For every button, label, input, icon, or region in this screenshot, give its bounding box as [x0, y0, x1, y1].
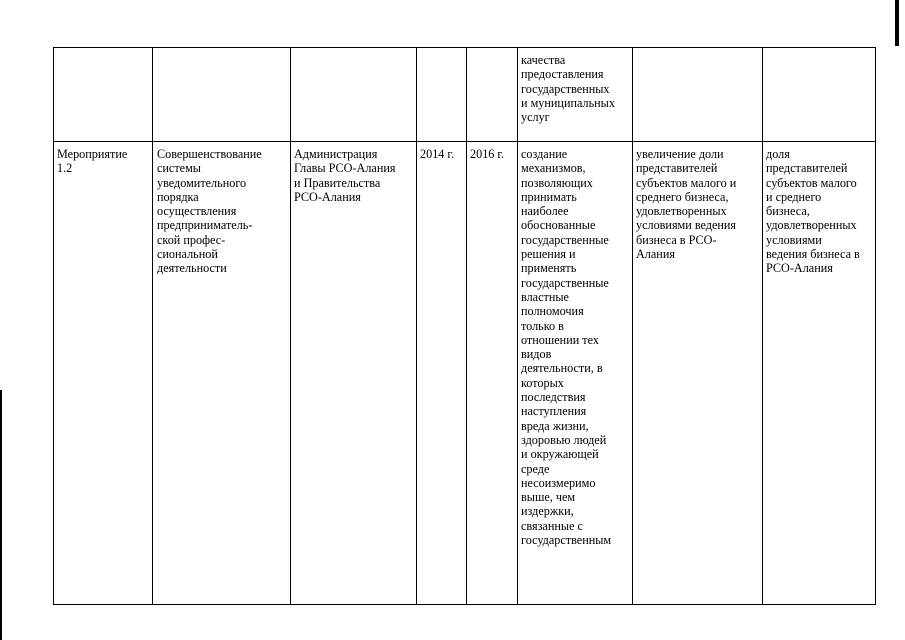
table-cell-end-year: 2016 г.	[470, 147, 505, 161]
table-cell-goal-continued: качества предоставления государственных и муниципальных услуг	[521, 53, 615, 125]
table-border-right	[875, 47, 876, 605]
table-column-divider	[762, 47, 763, 605]
table-column-divider	[517, 47, 518, 605]
table-border-top	[53, 47, 876, 48]
table-cell-measure-number: Мероприятие 1.2	[57, 147, 128, 176]
table-cell-executor: Администрация Главы РСО-Алания и Правительства РСО-Алания	[294, 147, 396, 204]
table-row-divider	[53, 141, 876, 142]
table-cell-measure-name: Совершенствование системы уведомительного порядка осуществления предприниматель- ской профес- сиональной деятельности	[157, 147, 262, 276]
table-cell-expected-result: увеличение доли представителей субъектов малого и среднего бизнеса, удовлетворенных условиями ведения бизнеса в РСО- Алания	[636, 147, 737, 262]
table-border-left	[53, 47, 54, 605]
table-column-divider	[632, 47, 633, 605]
table-cell-goal: создание механизмов, позволяющих принимать наиболее обоснованные государственные решения и применять государственные властные полномочия только в отношении тех видов деятельности, в которых последствия наступления вреда жизни, здоровью людей и окружающей среде несоизмеримо выше, чем издержки, связанные с государственным	[521, 147, 612, 548]
table-column-divider	[290, 47, 291, 605]
table-border-bottom	[53, 604, 876, 605]
scan-edge-mark	[0, 390, 2, 640]
table-cell-start-year: 2014 г.	[420, 147, 455, 161]
program-measures-table	[53, 47, 876, 605]
table-column-divider	[416, 47, 417, 605]
table-column-divider	[466, 47, 467, 605]
scan-edge-mark	[895, 0, 899, 46]
table-column-divider	[152, 47, 153, 605]
table-cell-indicator: доля представителей субъектов малого и среднего бизнеса, удовлетворенных условиями ведения бизнеса в РСО-Алания	[766, 147, 860, 276]
